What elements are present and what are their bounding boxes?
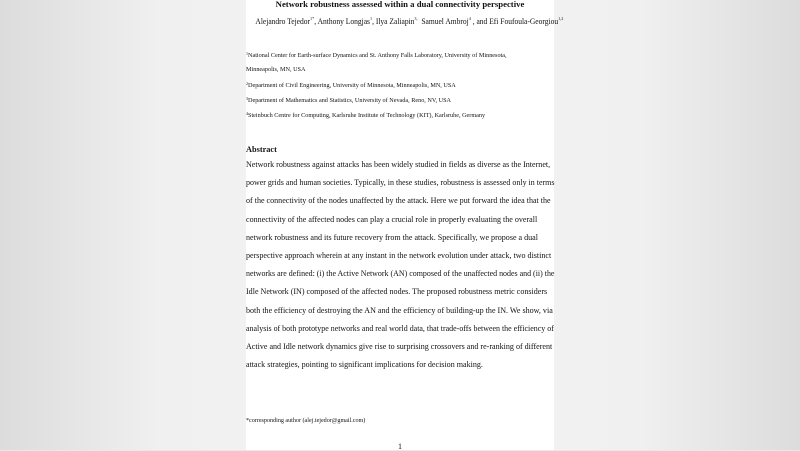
author-separator: ,	[314, 17, 318, 26]
abstract-line: both the efficiency of destroying the AN and the efficiency of building-up the IN. We show, via	[246, 305, 553, 315]
abstract-line: power grids and human societies. Typically, in these studies, robustness is assessed only in terms	[246, 178, 555, 188]
paper-title: Network robustness assessed within a dual connectivity perspective	[275, 0, 525, 9]
affiliation-line	[246, 66, 305, 73]
affiliation-text: Department of Mathematics and Statistics, University of Nevada, Reno, NV, USA	[248, 97, 452, 104]
abstract-heading: Abstract	[246, 145, 277, 154]
author-name: Anthony Longjas	[317, 17, 370, 26]
author-name: Samuel Ambroj	[421, 17, 469, 26]
affiliation-line	[246, 51, 507, 59]
author-separator: ,	[372, 17, 376, 26]
abstract-line: network robustness and its future recovery from the attack. Specifically, we propose a dual	[246, 232, 538, 242]
affiliation-line	[246, 81, 456, 89]
affiliation-text: Minneapolis, MN, USA	[246, 66, 306, 73]
affiliation-mark: 3	[246, 96, 248, 101]
affiliation-mark: 2	[246, 81, 248, 86]
author-affiliation-mark: 1	[369, 16, 373, 21]
author-affiliation-mark: 4	[468, 16, 471, 21]
affiliation-mark: 1	[246, 51, 248, 56]
author-name: Alejandro Tejedor	[255, 17, 311, 26]
affiliation-text: Steinbuch Centre for Computing, Karlsruhe Institute of Technology (KIT), Karlsruhe, Germany	[248, 112, 486, 119]
affiliation-line	[246, 111, 485, 119]
document-page	[246, 0, 564, 451]
affiliation-text: Department of Civil Engineering, University of Minnesota, Minneapolis, MN, USA	[248, 82, 456, 89]
author-affiliation-mark: 1*	[310, 16, 315, 21]
affiliation-line	[246, 96, 451, 104]
author-affiliation-mark: 1,2	[558, 16, 564, 21]
abstract-line: Network robustness against attacks has been widely studied in fields as diverse as the Internet,	[246, 160, 551, 169]
author-name: Efi Foufoula-Georgiou	[489, 17, 559, 26]
abstract-line: analysis of both prototype networks and real world data, that trade-offs between the efficiency of	[246, 323, 554, 333]
affiliation-text: National Center for Earth-surface Dynamics and St. Anthony Falls Laboratory, University of Minnesota,	[248, 52, 507, 59]
author-name: Ilya Zaliapin	[375, 17, 415, 26]
abstract-line: Active and Idle network dynamics give rise to surprising crossovers and re-ranking of different	[246, 342, 553, 351]
abstract-line: perspective approach wherein at any instant in the network evolution under attack, two distinct	[246, 251, 552, 260]
abstract-line: networks are defined: (i) the Active Network (AN) composed of the unaffected nodes and (ii) the	[246, 269, 555, 279]
abstract-line: attack strategies, pointing to significant implications for decision making.	[246, 360, 483, 370]
abstract-line: connectivity of the affected nodes can play a crucial role in properly evaluating the overall	[246, 214, 538, 224]
author-affiliation-mark: 3,	[414, 16, 418, 21]
corresponding-author-footnote: *corresponding author (alej.tejedor@gmail.com)	[246, 418, 366, 424]
affiliation-mark: 4	[246, 111, 248, 116]
abstract-line: of the connectivity of the nodes unaffected by the attack. Here we put forward the idea that the	[246, 196, 551, 206]
author-separator: , and	[470, 17, 490, 26]
author-list	[255, 16, 564, 26]
abstract-line: Idle Network (IN) composed of the affected nodes. The proposed robustness metric considers	[246, 287, 548, 297]
page-number: 1	[398, 442, 402, 451]
